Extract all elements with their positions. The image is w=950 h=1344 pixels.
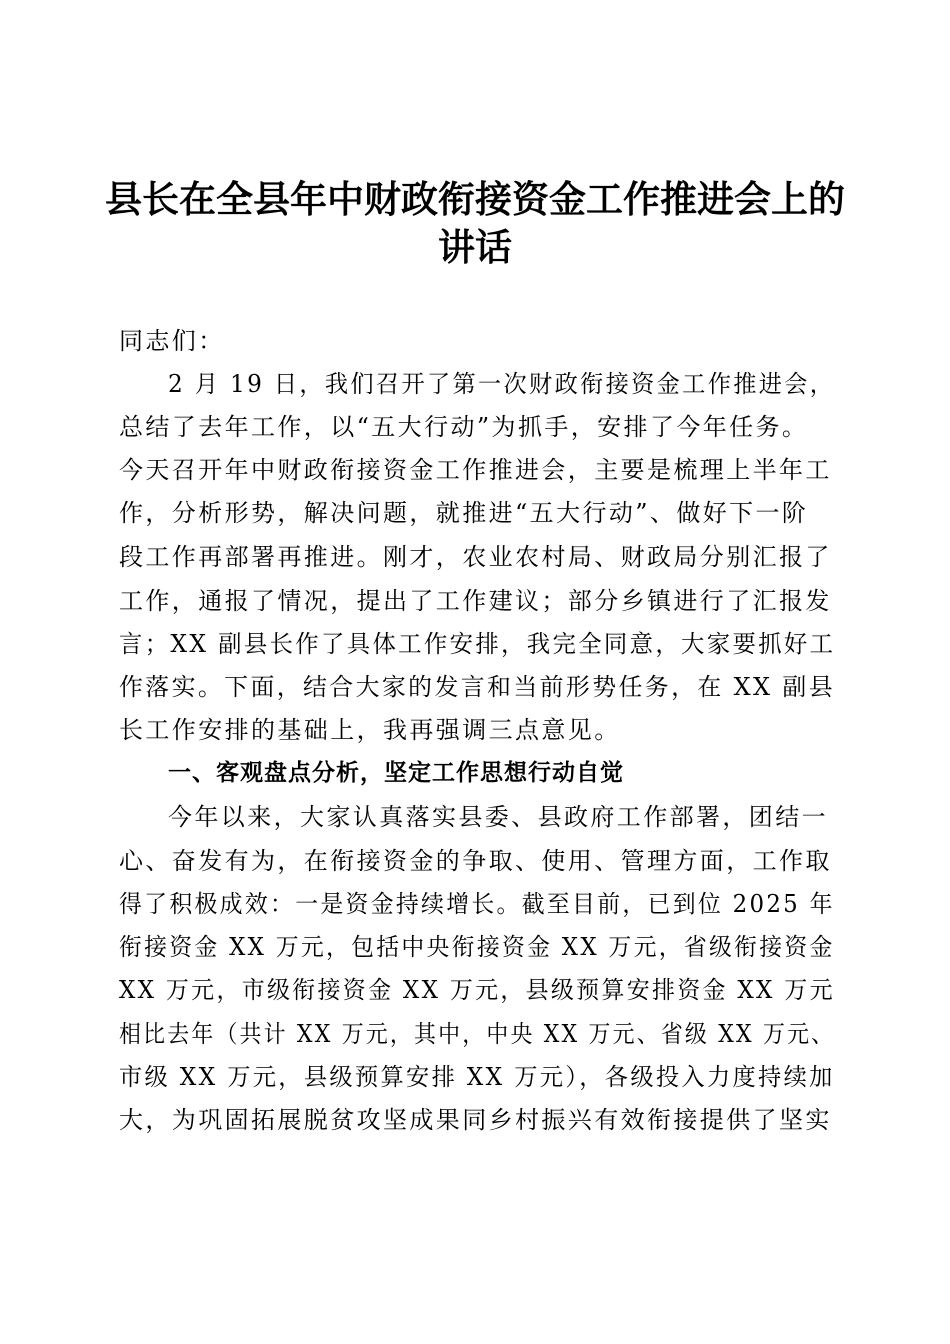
salutation: 同志们： bbox=[119, 327, 225, 355]
paragraph-2-line-7: 市级 XX 万元，县级预算安排 XX 万元），各级投入力度持续加 bbox=[119, 1063, 835, 1091]
paragraph-2-line-1: 今年以来，大家认真落实县委、县政府工作部署，团结一 bbox=[168, 803, 828, 831]
paragraph-1-line-1: 2 月 19 日，我们召开了第一次财政衔接资金工作推进会， bbox=[168, 370, 836, 398]
document-title-line-2: 讲话 bbox=[438, 225, 512, 269]
document-title-line-1: 县长在全县年中财政衔接资金工作推进会上的 bbox=[105, 177, 845, 221]
section-1-heading: 一、客观盘点分析，坚定工作思想行动自觉 bbox=[168, 760, 624, 786]
paragraph-1-line-6: 工作，通报了情况，提出了工作建议；部分乡镇进行了汇报发 bbox=[119, 587, 832, 615]
paragraph-1-line-2: 总结了去年工作，以“五大行动”为抓手，安排了今年任务。 bbox=[119, 413, 809, 441]
paragraph-1-line-4: 作，分析形势，解决问题，就推进“五大行动”、做好下一阶 bbox=[119, 499, 809, 527]
paragraph-1-line-5: 段工作再部署再推进。刚才，农业农村局、财政局分别汇报了 bbox=[119, 543, 832, 571]
paragraph-2-line-4: 衔接资金 XX 万元，包括中央衔接资金 XX 万元，省级衔接资金 bbox=[119, 933, 835, 961]
paragraph-2-line-3: 得了积极成效：一是资金持续增长。截至目前，已到位 2025 年 bbox=[119, 890, 835, 918]
paragraph-2-line-2: 心、奋发有为，在衔接资金的争取、使用、管理方面，工作取 bbox=[119, 847, 832, 875]
paragraph-1-line-7: 言；XX 副县长作了具体工作安排，我完全同意，大家要抓好工 bbox=[119, 630, 836, 658]
paragraph-2-line-8: 大，为巩固拓展脱贫攻坚成果同乡村振兴有效衔接提供了坚实 bbox=[119, 1106, 832, 1134]
paragraph-1-line-3: 今天召开年中财政衔接资金工作推进会，主要是梳理上半年工 bbox=[119, 456, 832, 484]
paragraph-1-line-8: 作落实。下面，结合大家的发言和当前形势任务，在 XX 副县 bbox=[119, 673, 836, 701]
paragraph-2-line-5: XX 万元，市级衔接资金 XX 万元，县级预算安排资金 XX 万元 bbox=[119, 976, 835, 1004]
paragraph-1-line-9: 长工作安排的基础上，我再强调三点意见。 bbox=[119, 716, 621, 744]
paragraph-2-line-6: 相比去年（共计 XX 万元，其中，中央 XX 万元、省级 XX 万元、 bbox=[119, 1020, 836, 1048]
